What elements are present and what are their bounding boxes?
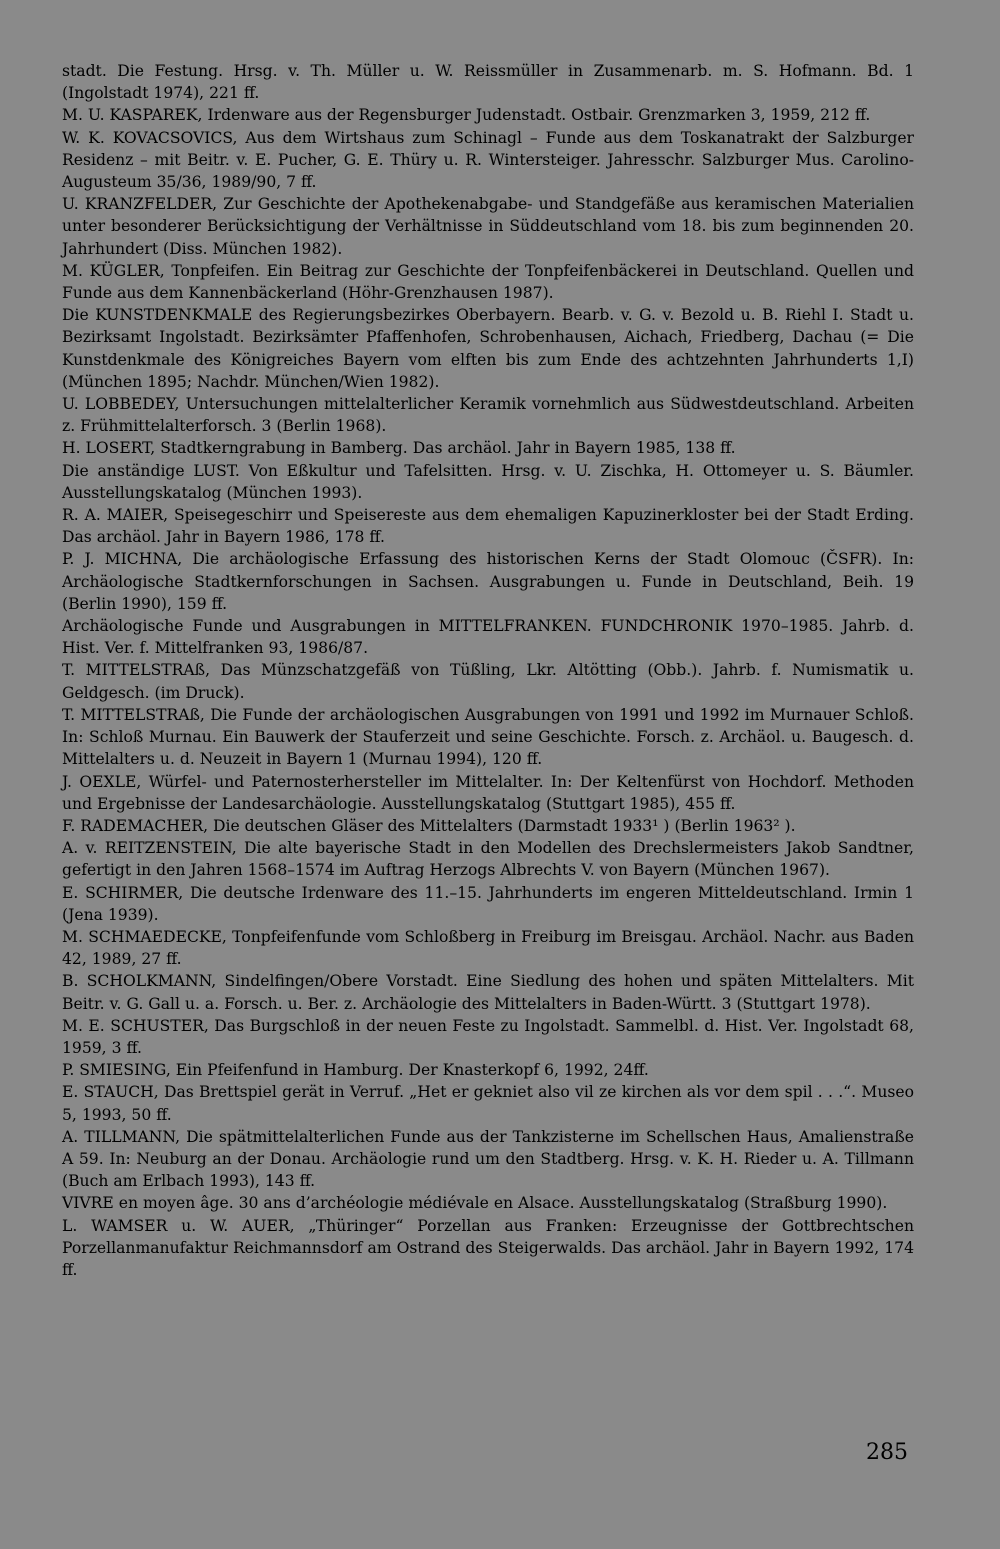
bibliography-entry: E. SCHIRMER, Die deutsche Irdenware des 11.–15. Jahrhunderts im engeren Mitteldeutschland. Irmin 1 (Jena 1939).: [62, 883, 914, 924]
bibliography-entry: F. RADEMACHER, Die deutschen Gläser des Mittelalters (Darmstadt 1933¹ ) (Berlin 1963² ).: [62, 816, 796, 835]
bibliography-entry: T. MITTELSTRAß, Das Münzschatzgefäß von Tüßling, Lkr. Altötting (Obb.). Jahrb. f. Numismatik u. Geldgesch. (im Druck).: [62, 661, 914, 702]
bibliography-entry: U. KRANZFELDER, Zur Geschichte der Apothekenabgabe- und Standgefäße aus keramischen Materialien unter besonderer Berücksichtigung der Verhältnisse in Süddeutschland vom 18. bis zum beginnenden 20. Jahrhundert (Diss. München 1982).: [62, 195, 914, 258]
bibliography-entry: U. LOBBEDEY, Untersuchungen mittelalterlicher Keramik vornehmlich aus Südwestdeutschland. Arbeiten z. Frühmittelalterforsch. 3 (Berlin 1968).: [62, 395, 914, 436]
bibliography-entry: P. J. MICHNA, Die archäologische Erfassung des historischen Kerns der Stadt Olomouc (ČSFR). In: Archäologische Stadtkernforschungen in Sachsen. Ausgrabungen u. Funde in Deutschland, Beih. 19 (Berlin 1990), 159 ff.: [62, 550, 914, 613]
page-number: 285: [866, 1440, 908, 1465]
bibliography-entry: M. E. SCHUSTER, Das Burgschloß in der neuen Feste zu Ingolstadt. Sammelbl. d. Hist. Ver. Ingolstadt 68, 1959, 3 ff.: [62, 1016, 914, 1057]
bibliography-entry: B. SCHOLKMANN, Sindelfingen/Obere Vorstadt. Eine Siedlung des hohen und späten Mittelalters. Mit Beitr. v. G. Gall u. a. Forsch. u. Ber. z. Archäologie des Mittelalters in Baden-Württ. 3 (Stuttgart 1978).: [62, 972, 914, 1013]
bibliography-entry: stadt. Die Festung. Hrsg. v. Th. Müller u. W. Reissmüller in Zusammenarb. m. S. Hofmann. Bd. 1 (Ingolstadt 1974), 221 ff.: [62, 62, 914, 103]
bibliography-entry: J. OEXLE, Würfel- und Paternosterhersteller im Mittelalter. In: Der Keltenfürst von Hochdorf. Methoden und Ergebnisse der Landesarchäologie. Ausstellungskatalog (Stuttgart 1985), 455 ff.: [62, 772, 914, 813]
bibliography-entry: T. MITTELSTRAß, Die Funde der archäologischen Ausgrabungen von 1991 und 1992 im Murnauer Schloß. In: Schloß Murnau. Ein Bauwerk der Stauferzeit und seine Geschichte. Forsch. z. Archäol. u. Baugesch. d. Mittelalters u. d. Neuzeit in Bayern 1 (Murnau 1994), 120 ff.: [62, 705, 914, 769]
bibliography-entry: P. SMIESING, Ein Pfeifenfund in Hamburg. Der Knasterkopf 6, 1992, 24ff.: [62, 1061, 649, 1080]
bibliography-entry: A. v. REITZENSTEIN, Die alte bayerische Stadt in den Modellen des Drechslermeisters Jakob Sandtner, gefertigt in den Jahren 1568–1574 im Auftrag Herzogs Albrechts V. von Bayern (München 1967).: [62, 839, 914, 880]
bibliography-entry: H. LOSERT, Stadtkerngrabung in Bamberg. Das archäol. Jahr in Bayern 1985, 138 ff.: [62, 439, 736, 458]
bibliography-entry: W. K. KOVACSOVICS, Aus dem Wirtshaus zum Schinagl – Funde aus dem Toskanatrakt der Salzburger Residenz – mit Beitr. v. E. Pucher, G. E. Thüry u. R. Wintersteiger. Jahresschr. Salzburger Mus. Carolino-Augusteum 35/36, 1989/90, 7 ff.: [62, 128, 914, 192]
bibliography-entry: L. WAMSER u. W. AUER, „Thüringer“ Porzellan aus Franken: Erzeugnisse der Gottbrechtschen Porzellanmanufaktur Reichmannsdorf am Ostrand des Steigerwalds. Das archäol. Jahr in Bayern 1992, 174 ff.: [62, 1216, 914, 1279]
bibliography-entry: M. SCHMAEDECKE, Tonpfeifenfunde vom Schloßberg in Freiburg im Breisgau. Archäol. Nachr. aus Baden 42, 1989, 27 ff.: [62, 927, 914, 969]
bibliography-entry: A. TILLMANN, Die spätmittelalterlichen Funde aus der Tankzisterne im Schellschen Haus, Amalienstraße A 59. In: Neuburg an der Donau. Archäologie rund um den Stadtberg. Hrsg. v. K. H. Rieder u. A. Tillmann (Buch am Erlbach 1993), 143 ff.: [62, 1127, 914, 1191]
bibliography-entry: M. KÜGLER, Tonpfeifen. Ein Beitrag zur Geschichte der Tonpfeifenbäckerei in Deutschland. Quellen und Funde aus dem Kannenbäckerland (Höhr-Grenzhausen 1987).: [62, 261, 914, 303]
bibliography-entry: Die KUNSTDENKMALE des Regierungsbezirkes Oberbayern. Bearb. v. G. v. Bezold u. B. Riehl I. Stadt u. Bezirksamt Ingolstadt. Bezirksämter Pfaffenhofen, Schrobenhausen, Aichach, Friedberg, Dachau (= Die Kunstdenkmale des Königreiches Bayern vom elften bis zum Ende des achtzehnten Jahrhunderts 1,I) (München 1895; Nachdr. München/Wien 1982).: [62, 306, 914, 391]
bibliography-entry: Die anständige LUST. Von Eßkultur und Tafelsitten. Hrsg. v. U. Zischka, H. Ottomeyer u. S. Bäumler. Ausstellungskatalog (München 1993).: [62, 461, 914, 502]
bibliography-entry: VIVRE en moyen âge. 30 ans d’archéologie médiévale en Alsace. Ausstellungskatalog (Straßburg 1990).: [62, 1194, 888, 1213]
bibliography-entry: E. STAUCH, Das Brettspiel gerät in Verruf. „Het er gekniet also vil ze kirchen als vor dem spil . . .“. Museo 5, 1993, 50 ff.: [62, 1083, 914, 1124]
bibliography-entry: Archäologische Funde und Ausgrabungen in MITTELFRANKEN. FUNDCHRONIK 1970–1985. Jahrb. d. Hist. Ver. f. Mittelfranken 93, 1986/87.: [62, 617, 914, 658]
bibliography-entry: M. U. KASPAREK, Irdenware aus der Regensburger Judenstadt. Ostbair. Grenzmarken 3, 1959, 212 ff.: [62, 106, 871, 125]
bibliography-entry: R. A. MAIER, Speisegeschirr und Speisereste aus dem ehemaligen Kapuzinerkloster bei der Stadt Erding. Das archäol. Jahr in Bayern 1986, 178 ff.: [62, 506, 914, 547]
bibliography-list: [62, 60, 914, 1281]
